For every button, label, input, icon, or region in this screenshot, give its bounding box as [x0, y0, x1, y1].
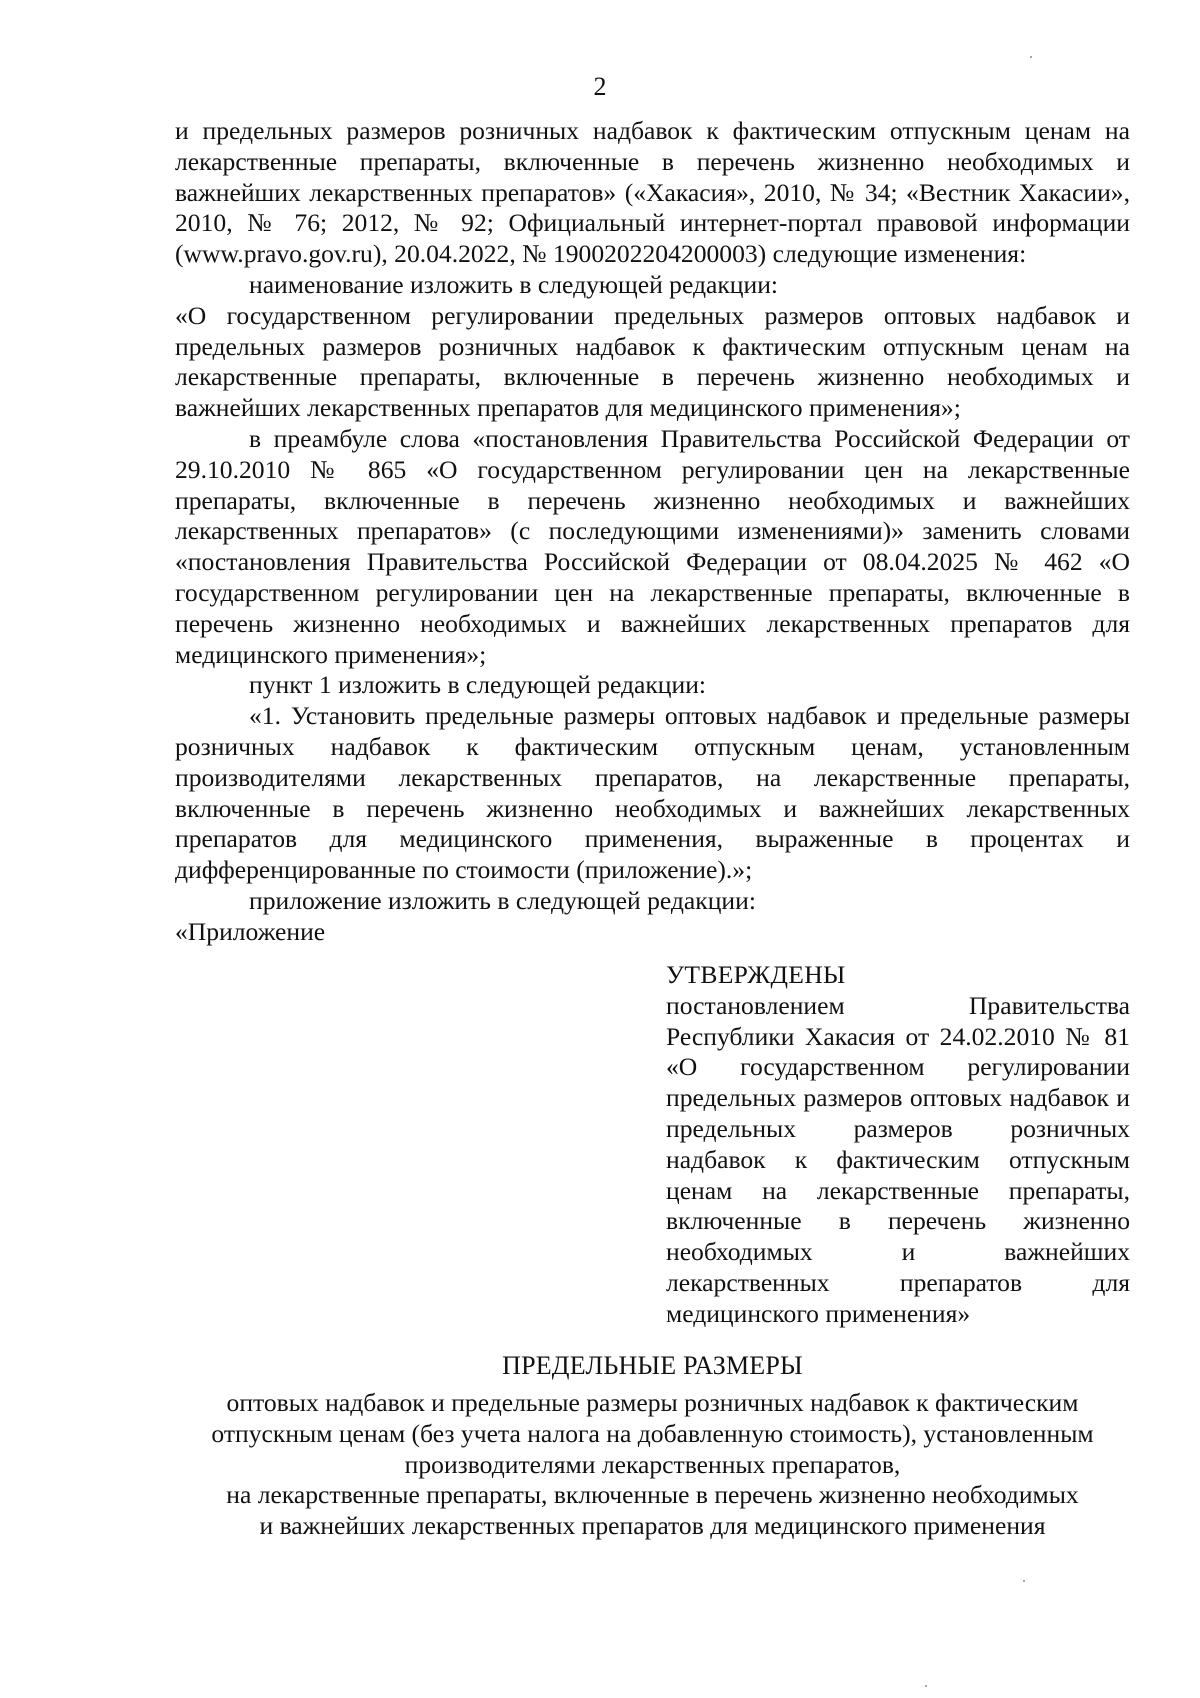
scan-speck — [925, 1685, 927, 1687]
approval-text: постановлением Правительства Республики Хакасия от 24.02.2010 № 81 «О государственном регулировании предельных размеров оптовых надбавок и предельных размеров розничных надбавок к фактическим отпускным ценам на лекарственные препараты, включенные в перечень жизненно необходимых и важнейших лекарственных препаратов для медицинского применения» — [666, 990, 1130, 1328]
appendix-subtitle-line: оптовых надбавок и предельные размеры розничных надбавок к фактическим — [226, 1388, 1079, 1417]
scan-speck — [1030, 56, 1032, 58]
appendix-subtitle-line: и важнейших лекарственных препаратов для медицинского применения — [259, 1511, 1046, 1541]
body-text — [175, 116, 1130, 948]
appendix-title-block — [175, 1350, 1130, 1542]
appendix-subtitle-line: отпускным ценам (без учета налога на добавленную стоимость), установленным — [211, 1418, 1094, 1448]
appendix-label: «Приложение — [175, 916, 326, 946]
appendix-subtitle-line: производителями лекарственных препаратов, — [404, 1449, 901, 1479]
paragraph-appendix-amendment: приложение изложить в следующей редакции: — [249, 885, 756, 915]
paragraph-preamble-amendment: в преамбуле слова «постановления Правительства Российской Федерации от 29.10.2010 № 865 «О государственном регулировании цен на лекарственные препараты, включенные в перечень жизненно необходимых и важнейших лекарственных препаратов» (с последующими изменениями)» заменить словами «постановления Правительства Российской Федерации от 08.04.2025 № 462 «О государственном регулировании цен на лекарственные препараты, включенные в перечень жизненно необходимых и важнейших лекарственных препаратов для медицинского применения»; — [175, 423, 1130, 669]
paragraph-point-1-amendment: пункт 1 изложить в следующей редакции: — [249, 670, 707, 700]
paragraph-new-name: «О государственном регулировании предельных размеров оптовых надбавок и предельных размеров розничных надбавок к фактическим отпускным ценам на лекарственные препараты, включенные в перечень жизненно необходимых и важнейших лекарственных препаратов для медицинского применения»; — [175, 300, 1130, 423]
page-number: 2 — [593, 72, 607, 101]
appendix-subtitle-line: на лекарственные препараты, включенные в перечень жизненно необходимых — [226, 1480, 1079, 1510]
approval-block — [666, 960, 1130, 1330]
paragraph-intro-continuation: и предельных размеров розничных надбавок к фактическим отпускным ценам на лекарственные препараты, включенные в перечень жизненно необходимых и важнейших лекарственных препаратов» («Хакасия», 2010, № 34; «Вестник Хакасии», 2010, № 76; 2012, № 92; Официальный интернет-портал правовой информации (www.pravo.gov.ru), 20.04.2022, № 1900202204200003) следующие изменения: — [175, 116, 1130, 269]
appendix-title: ПРЕДЕЛЬНЫЕ РАЗМЕРЫ — [502, 1351, 803, 1380]
paragraph-name-amendment: наименование изложить в следующей редакции: — [249, 269, 779, 299]
scan-speck — [1023, 1580, 1025, 1582]
paragraph-point-1-text: «1. Установить предельные размеры оптовых надбавок и предельные размеры розничных надбавок к фактическим отпускным ценам, установленным производителями лекарственных препаратов, на лекарственные препараты, включенные в перечень жизненно необходимых и важнейших лекарственных препаратов для медицинского применения, выраженные в процентах и дифференцированные по стоимости (приложение).»; — [175, 701, 1130, 885]
approval-heading: УТВЕРЖДЕНЫ — [666, 960, 846, 989]
